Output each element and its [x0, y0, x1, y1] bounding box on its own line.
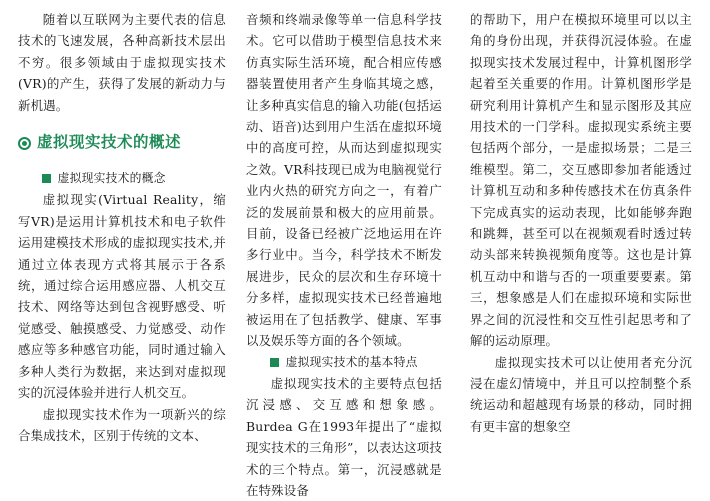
section-heading-text: 虚拟现实技术的概述 — [37, 133, 182, 152]
square-bullet-icon — [270, 358, 279, 367]
square-bullet-icon — [42, 174, 51, 183]
concept-paragraph: 虚拟现实(Virtual Reality，缩写VR)是运用计算机技术和电子软件运用建模技术形成的虚拟现实技术,并通过立体表现方式将其展示于各系统，通过综合运用感应器、人机交互技术、网络等达到包含视野感受、听觉感受、触摸感受、力觉感受、动作感应等多种感官功能，同时通过输入多种人类行为数据，来达到对虚拟现实的沉浸体验并进行人机交互。 — [18, 192, 226, 401]
continued-paragraph: 的帮助下，用户在模拟环境里可以以主角的身份出现，并获得沉浸体验。在虚拟现实技术发展过程中，计算机图形学起着至关重要的作用。计算机图形学是研究利用计算机产生和显示图形及其应用技术的一门学科。虚拟现实系统主要包括两个部分，一是虚拟场景；二是三维模型。第二，交互感即参加者能透过计算机互动和多种传感技术在仿真条件下完成真实的运动表现，比如能够奔跑和跳舞，甚至可以在视频观看时透过转动头部来转换视频角度等。这也是计算机互动中和谐与否的一项重要要素。第三，想象感是人们在虚拟环境和实际世界之间的沉浸性和交互性引起思考和了解的运动原理。 — [470, 12, 692, 349]
continued-paragraph: 音频和终端录像等单一信息科学技术。它可以借助于模型信息技术来仿真实际生活环境，配合相应传感器装置使用者产生身临其境之感，让多种真实信息的输入功能(包括运动、语音)达到用户生活在虚拟环境中的高度可控，从而达到虚拟现实之效。VR科技现已成为电脑视觉行业内火热的研究方向之一，有着广泛的发展前景和极大的应用前景。目前，设备已经被广泛地运用在许多行业中。当今，科学技术不断发展进步，民众的层次和生存环境十分多样，虚拟现实技术已经普遍地被运用在了包括教学、健康、军事以及娱乐等方面的各个领域。 — [246, 12, 442, 349]
subheading-features-text: 虚拟现实技术的基本特点 — [285, 354, 418, 369]
subheading-concept — [18, 168, 226, 189]
subheading-concept-text: 虚拟现实技术的概念 — [57, 171, 166, 186]
bullet-circle-icon — [18, 137, 31, 150]
integration-paragraph: 虚拟现实技术作为一项新兴的综合集成技术，区别于传统的文本、 — [18, 406, 226, 443]
section-heading — [18, 132, 226, 154]
column-1 — [18, 9, 226, 446]
subheading-features — [246, 352, 442, 373]
intro-paragraph: 随着以互联网为主要代表的信息技术的飞速发展，各种高新技术层出不穷。很多领域由于虚拟现实技术(VR)的产生，获得了发展的新动力与新机遇。 — [18, 12, 226, 113]
column-3 — [470, 9, 692, 437]
column-2 — [246, 9, 442, 501]
immersion-paragraph: 虚拟现实技术可以让使用者充分沉浸在虚幻情境中，并且可以控制整个系统运动和超越现有场景的移动，同时拥有更丰富的想象空 — [470, 354, 692, 434]
features-paragraph: 虚拟现实技术的主要特点包括沉浸感、交互感和想象感。Burdea G在1993年提出了“虚拟现实技术的三角形”，以表达这项技术的三个特点。第一，沉浸感就是在特殊设备 — [246, 375, 442, 498]
